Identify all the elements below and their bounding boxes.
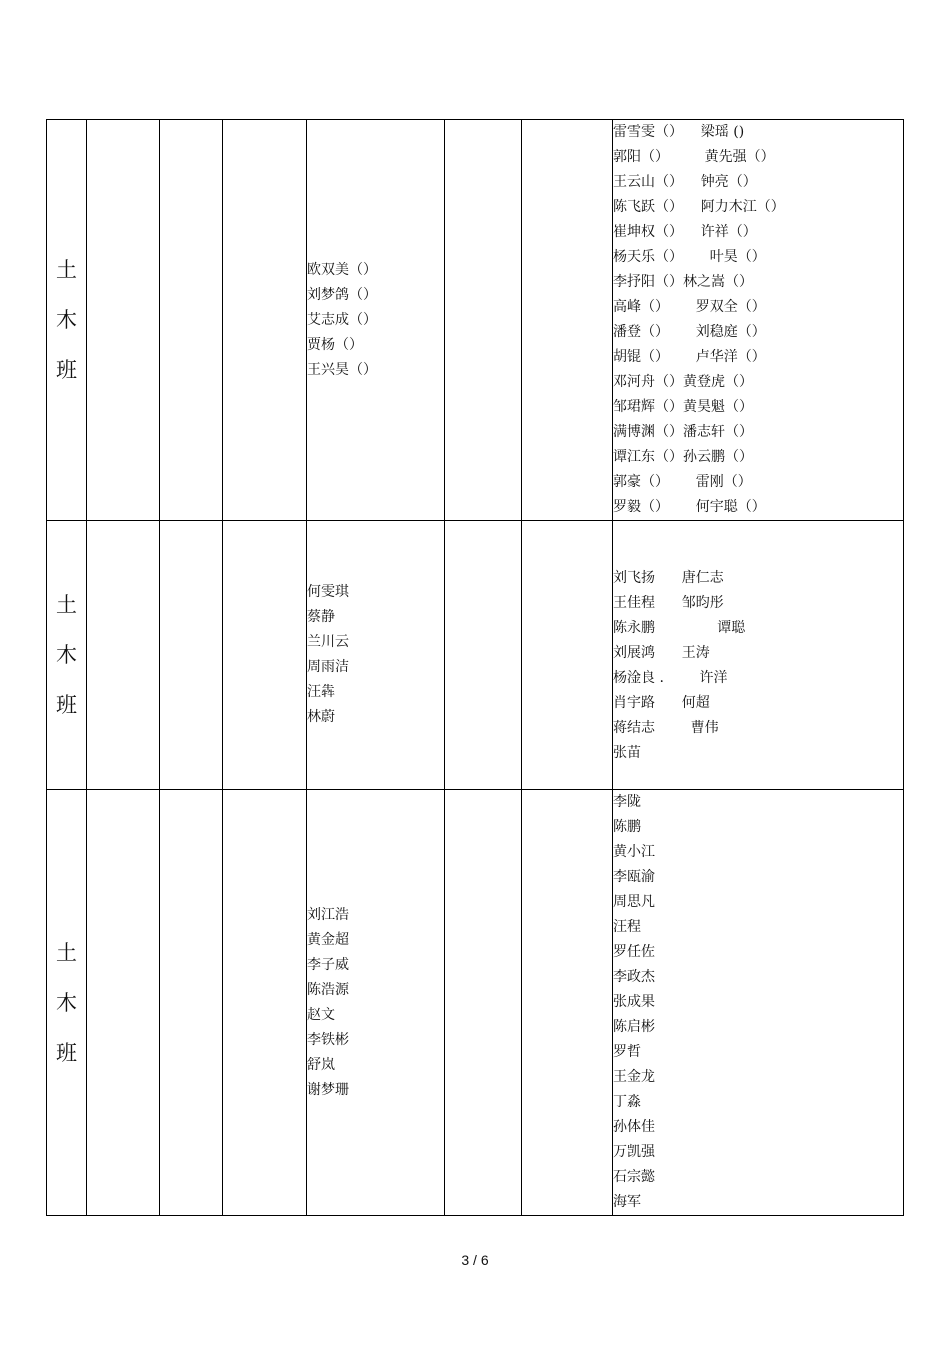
list-item: 黄金超 [307,931,349,948]
list-item: 李瓯渝 [613,869,655,885]
list-item: 杨天乐（） 叶昊（） [613,249,766,265]
list-item: 罗任佐 [613,944,655,960]
class-cell [47,521,87,790]
list-item: 杨淦良 . 许洋 [613,670,728,686]
empty-cell [160,790,223,1216]
empty-cell [87,790,160,1216]
list-item: 李抒阳（）林之嵩（） [613,274,753,290]
roster-table [46,119,904,1216]
list-item: 张苗 [613,745,641,761]
names-list-a [307,521,445,790]
list-item: 陈鹏 [613,819,641,835]
names-list-a [307,120,445,521]
list-item: 李政杰 [613,969,655,985]
list-item: 陈飞跃（） 阿力木江（） [613,199,785,215]
list-item: 崔坤权（） 许祥（） [613,224,757,240]
list-item: 海军 [613,1194,641,1210]
list-item: 刘飞扬 唐仁志 [613,570,724,586]
list-item: 王佳程 邹昀彤 [613,595,724,611]
empty-cell [223,521,307,790]
list-item: 艾志成（） [307,311,377,328]
list-item: 刘展鸿 王涛 [613,645,710,661]
empty-cell [223,790,307,1216]
class-label: 土木班 [56,940,77,1065]
list-item: 王兴昊（） [307,361,377,378]
list-item: 郭豪（） 雷刚（） [613,474,752,490]
table-row [47,521,904,790]
list-item: 王金龙 [613,1069,655,1085]
list-item: 李铁彬 [307,1031,349,1048]
list-item: 满博渊（）潘志轩（） [613,424,753,440]
names-list-b [613,790,904,1216]
list-item: 黄小江 [613,844,655,860]
list-item: 欧双美（） [307,261,377,278]
list-item: 高峰（） 罗双全（） [613,299,766,315]
list-item: 兰川云 [307,634,349,650]
list-item: 刘梦鸽（） [307,286,377,303]
list-item: 罗哲 [613,1044,641,1060]
list-item: 邓河舟（）黄登虎（） [613,374,753,390]
list-item: 陈启彬 [613,1019,655,1035]
empty-cell [160,521,223,790]
list-item: 肖宇路 何超 [613,695,710,711]
list-item: 罗毅（） 何宇聪（） [613,499,766,515]
class-cell [47,120,87,521]
list-item: 何雯琪 [307,584,349,600]
list-item: 陈浩源 [307,981,349,998]
list-item: 汪犇 [307,684,335,700]
list-item: 舒岚 [307,1056,335,1073]
list-item: 周思凡 [613,894,655,910]
list-item: 谢梦珊 [307,1081,349,1098]
empty-cell [445,521,522,790]
list-item: 郭阳（） 黄先强（） [613,149,775,165]
names-list-b [613,120,904,521]
table-row [47,120,904,521]
list-item: 周雨洁 [307,659,349,675]
empty-cell [160,120,223,521]
list-item: 丁淼 [613,1094,641,1110]
names-list-b [613,521,904,790]
list-item: 李陇 [613,794,641,810]
list-item: 汪程 [613,919,641,935]
empty-cell [87,120,160,521]
list-item: 谭江东（）孙云鹏（） [613,449,753,465]
list-item: 孙体佳 [613,1119,655,1135]
empty-cell [522,120,613,521]
list-item: 胡锟（） 卢华洋（） [613,349,766,365]
empty-cell [522,521,613,790]
list-item: 雷雪雯（） 梁瑶 () [613,124,745,140]
list-item: 刘江浩 [307,906,349,923]
list-item: 李子威 [307,956,349,973]
list-item: 赵文 [307,1006,335,1023]
empty-cell [223,120,307,521]
table-row [47,790,904,1216]
list-item: 陈永鹏 谭聪 [613,620,746,636]
class-label: 土木班 [56,593,77,717]
empty-cell [522,790,613,1216]
empty-cell [87,521,160,790]
empty-cell [445,790,522,1216]
list-item: 林蔚 [307,709,335,725]
list-item: 潘登（） 刘稳庭（） [613,324,766,340]
list-item: 万凯强 [613,1144,655,1160]
list-item: 蔡静 [307,609,335,625]
page-number: 3 / 6 [461,1252,489,1268]
list-item: 邹珺辉（）黄昊魁（） [613,399,753,415]
list-item: 张成果 [613,994,655,1010]
names-list-a [307,790,445,1216]
list-item: 蒋结志 曹伟 [613,720,719,736]
class-label: 土木班 [56,258,77,382]
empty-cell [445,120,522,521]
list-item: 王云山（） 钟亮（） [613,174,757,190]
class-cell [47,790,87,1216]
list-item: 石宗懿 [613,1169,655,1185]
list-item: 贾杨（） [307,336,363,353]
